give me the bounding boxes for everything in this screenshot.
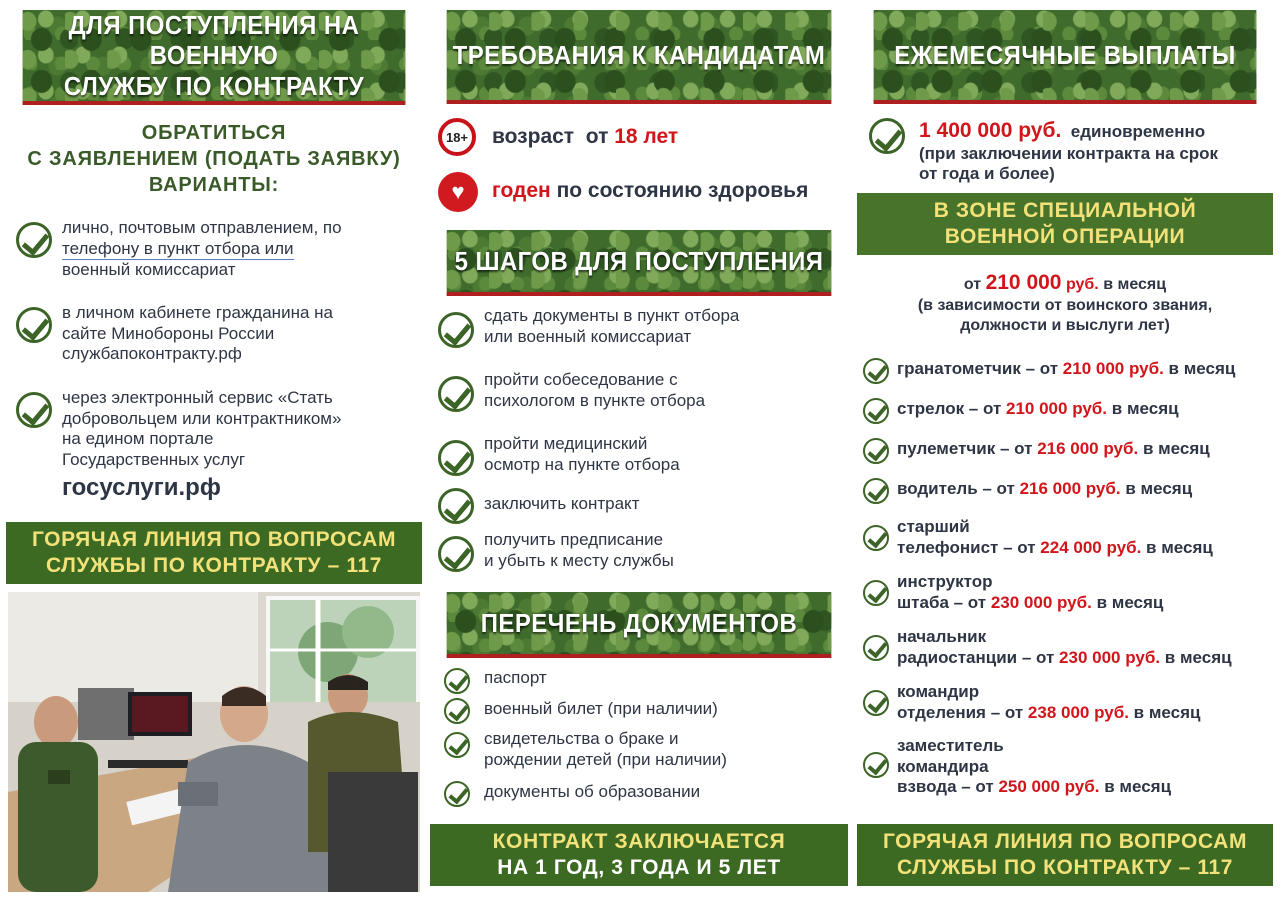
step-1: сдать документы в пункт отбора или военный комиссариат (484, 306, 740, 346)
position-deputy-platoon-commander: заместитель командира взвода – от 250 000 руб. в месяц (897, 736, 1172, 797)
position-radio-chief: начальник радиостанции – от 230 000 руб. в месяц (897, 627, 1232, 667)
banner-documents: ПЕРЕЧЕНЬ ДОКУМЕНТОВ (447, 592, 832, 658)
gosuslugi-link[interactable]: госуслуги.рф (62, 473, 221, 501)
check-icon (444, 698, 470, 724)
check-icon (444, 781, 470, 807)
option-mod-cabinet: в личном кабинете гражданина на сайте Минобороны России службапоконтракту.рф (62, 303, 333, 364)
banner-line-2: СЛУЖБУ ПО КОНТРАКТУ (63, 70, 365, 101)
check-icon (863, 438, 889, 464)
option-in-person: лично, почтовым отправлением, по телефону в пункт отбора или военный комиссариат (62, 218, 342, 280)
requirement-age: возраст от 18 лет (492, 125, 679, 148)
doc-military-id: военный билет (при наличии) (484, 699, 718, 718)
step-2: пройти собеседование с психологом в пункте отбора (484, 370, 706, 410)
check-icon (444, 668, 470, 694)
step-3: пройти медицинский осмотр на пункте отбора (484, 434, 680, 474)
recruitment-office-photo (8, 592, 420, 892)
column-application (6, 10, 422, 895)
hotline-left: ГОРЯЧАЯ ЛИНИЯ ПО ВОПРОСАМ СЛУЖБЫ ПО КОНТРАКТУ – 117 (6, 522, 422, 584)
position-machine-gunner: пулеметчик – от 216 000 руб. в месяц (897, 439, 1210, 458)
check-icon (863, 525, 889, 551)
check-icon (438, 536, 474, 572)
check-icon (16, 307, 52, 343)
banner-five-steps: 5 ШАГОВ ДЛЯ ПОСТУПЛЕНИЯ (447, 230, 832, 296)
check-icon (438, 440, 474, 476)
step-5: получить предписание и убыть к месту службы (484, 530, 674, 570)
check-icon (438, 488, 474, 524)
check-icon (16, 222, 52, 258)
check-icon (863, 580, 889, 606)
check-icon (863, 358, 889, 384)
position-staff-instructor: инструктор штаба – от 230 000 руб. в месяц (897, 572, 1164, 612)
doc-passport: паспорт (484, 668, 547, 687)
check-icon (444, 732, 470, 758)
option-gosuslugi: через электронный сервис «Стать добровольцем или контрактником» на едином портале Государственных услуг госуслуги.рф (62, 388, 342, 501)
check-icon (438, 312, 474, 348)
check-icon (863, 752, 889, 778)
banner-contract-service (23, 10, 406, 105)
contract-term-bar: КОНТРАКТ ЗАКЛЮЧАЕТСЯ НА 1 ГОД, 3 ГОДА И 5 ЛЕТ (430, 824, 848, 886)
position-grenadier: гранатометчик – от 210 000 руб. в месяц (897, 359, 1236, 378)
banner-line-1: ДЛЯ ПОСТУПЛЕНИЯ НА ВОЕННУЮ (68, 9, 360, 71)
photo-illustration (8, 592, 420, 892)
position-senior-telephonist: старший телефонист – от 224 000 руб. в месяц (897, 517, 1213, 557)
check-icon (863, 398, 889, 424)
check-icon (16, 392, 52, 428)
banner-svo-zone: В ЗОНЕ СПЕЦИАЛЬНОЙ ВОЕННОЙ ОПЕРАЦИИ (857, 193, 1273, 255)
position-driver: водитель – от 216 000 руб. в месяц (897, 479, 1193, 498)
check-icon (863, 478, 889, 504)
check-icon (863, 690, 889, 716)
column-requirements (430, 10, 848, 895)
heart-health-icon: ♥ (438, 172, 478, 212)
doc-education: документы об образовании (484, 782, 701, 801)
step-4: заключить контракт (484, 494, 640, 513)
banner-requirements: ТРЕБОВАНИЯ К КАНДИДАТАМ (447, 10, 832, 104)
column-payments (857, 10, 1273, 895)
check-icon (863, 635, 889, 661)
requirement-health: годен по состоянию здоровья (492, 179, 809, 202)
doc-certificates: свидетельства о браке и рождении детей (при наличии) (484, 729, 727, 769)
position-rifleman: стрелок – от 210 000 руб. в месяц (897, 399, 1179, 418)
apply-title: ОБРАТИТЬСЯ С ЗАЯВЛЕНИЕМ (ПОДАТЬ ЗАЯВКУ) ВАРИАНТЫ: (27, 122, 401, 196)
age-18plus-icon: 18+ (438, 118, 476, 156)
check-icon (438, 376, 474, 412)
hotline-right: ГОРЯЧАЯ ЛИНИЯ ПО ВОПРОСАМ СЛУЖБЫ ПО КОНТРАКТУ – 117 (857, 824, 1273, 886)
position-squad-leader: командир отделения – от 238 000 руб. в месяц (897, 682, 1201, 722)
banner-payments: ЕЖЕМЕСЯЧНЫЕ ВЫПЛАТЫ (874, 10, 1257, 104)
check-icon (869, 118, 905, 154)
base-pay: от 210 000 руб. в месяц (в зависимости от воинского звания, должности и выслуги лет) (917, 271, 1213, 335)
lump-sum-payment: 1 400 000 руб. единовременно (при заключении контракта на срок от года и более) (919, 119, 1219, 184)
